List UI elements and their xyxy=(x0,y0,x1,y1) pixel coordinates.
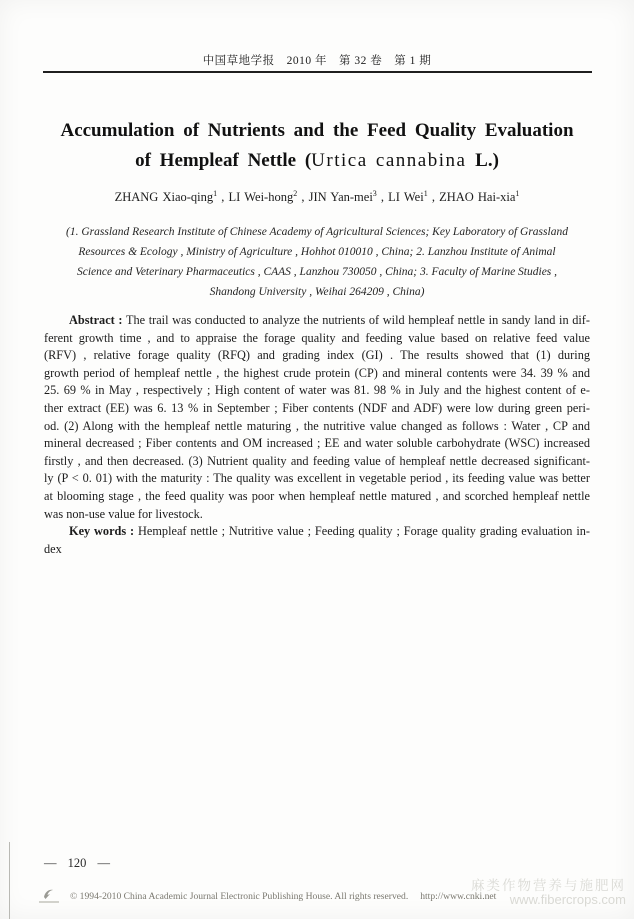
paper-title-line2-suffix: L.) xyxy=(466,150,499,171)
abstract-line: was non-use value for livestock. xyxy=(44,506,203,521)
abstract-line: ly (P < 0. 01) with the maturity : The quality was excellent in vegetable period , its feeding value was better xyxy=(44,471,590,486)
affiliation-block xyxy=(44,222,590,302)
keywords-first-line xyxy=(44,523,590,541)
abstract-line: mineral decreased ; Fiber contents and OM increased ; EE and water soluble carbohydrate (WSC) increased xyxy=(44,436,590,451)
header-rule xyxy=(43,71,592,73)
footer-bar xyxy=(36,886,628,906)
abstract-line: 25. 69 % in May , respectively ; High content of water was 81. 98 % in July and the highest content of e- xyxy=(44,383,590,398)
author xyxy=(115,190,218,204)
scan-edge-artifact xyxy=(9,842,10,919)
author-affiliation-superscript: 1 xyxy=(423,189,428,198)
author-name: LI Wei-hong xyxy=(228,190,294,205)
keywords-label: Key words : xyxy=(69,524,135,539)
affiliation-line: Shandong University , Weihai 264209 , China) xyxy=(209,286,425,298)
abstract-line: ther extract (EE) was 6. 13 % in September ; Fiber contents (NDF and ADF) were low during green peri- xyxy=(44,400,590,415)
author-separator: , xyxy=(301,190,309,205)
author xyxy=(301,190,376,204)
page-number: — 120 — xyxy=(44,856,110,870)
abstract-label: Abstract : xyxy=(69,313,123,327)
abstract-line: od. (2) Along with the hempleaf nettle maturing , the nutritive value changed as follows : Water , CP and xyxy=(44,418,590,433)
author-list xyxy=(30,189,604,205)
affiliation-line: Science and Veterinary Pharmaceutics , CAAS , Lanzhou 730050 , China; 3. Faculty of Marine Studies , xyxy=(76,266,558,278)
author-affiliation-superscript: 1 xyxy=(515,189,520,198)
abstract-line: firstly , and then decreased. (3) Nutrient quality and feeding value of hempleaf nettle decreased significant- xyxy=(44,453,590,468)
paper-title-line2-prefix: of Hempleaf Nettle ( xyxy=(135,150,312,171)
abstract-body xyxy=(44,330,590,524)
journal-header: 中国草地学报 2010 年 第 32 卷 第 1 期 xyxy=(202,55,432,67)
paper-title-species: Urtica cannabina xyxy=(311,150,467,171)
author-affiliation-superscript: 1 xyxy=(213,189,218,198)
author xyxy=(432,190,520,204)
author-separator: , xyxy=(221,190,229,205)
copyright-text: © 1994-2010 China Academic Journal Electronic Publishing House. All rights reserved. xyxy=(70,890,409,902)
affiliation-line: Resources & Ecology , Ministry of Agriculture , Hohhot 010010 , China; 2. Lanzhou Institute of Animal xyxy=(78,246,556,258)
keywords-last-line: dex xyxy=(44,541,62,556)
cnki-logo-icon xyxy=(36,886,62,906)
keywords-first-line-text: Hempleaf nettle ; Nutritive value ; Feeding quality ; Forage quality grading evaluation in- xyxy=(134,524,590,539)
affiliation-line: (1. Grassland Research Institute of Chinese Academy of Agricultural Sciences; Key Laboratory of Grassland xyxy=(66,226,568,238)
author xyxy=(221,190,297,204)
paper-title xyxy=(30,116,604,176)
abstract-line: ferent growth time , and to appraise the forage quality and feeding value based on relative feed value xyxy=(44,330,590,345)
author-name: JIN Yan-mei xyxy=(308,190,373,205)
author-name: ZHANG Xiao-qing xyxy=(114,190,214,205)
author xyxy=(381,190,428,204)
author-name: LI Wei xyxy=(388,190,424,205)
abstract-first-line-text: The trail was conducted to analyze the nutrients of wild hempleaf nettle in sandy land in dif- xyxy=(122,313,590,327)
abstract-line: at blooming stage , the feed quality was poor when hempleaf nettle matured , and scorched hempleaf nettle xyxy=(44,488,590,503)
abstract-line: (RFV) , relative forage quality (RFQ) and grading index (GI) . The results showed that (1) during xyxy=(44,348,590,363)
abstract-line: growth period of hempleaf nettle , the highest crude protein (CP) and mineral contents were 34. 39 % and xyxy=(44,365,590,380)
author-separator: , xyxy=(431,190,440,205)
abstract-first-line xyxy=(44,312,590,330)
publisher-url: http://www.cnki.net xyxy=(420,890,497,902)
author-affiliation-superscript: 3 xyxy=(372,189,377,198)
author-affiliation-superscript: 2 xyxy=(293,189,298,198)
paper-title-line1: Accumulation of Nutrients and the Feed Quality Evaluation xyxy=(60,120,574,141)
watermark-url-line: www.fibercrops.com xyxy=(509,892,626,907)
author-name: ZHAO Hai-xia xyxy=(439,190,516,205)
author-separator: , xyxy=(380,190,389,205)
abstract-section xyxy=(44,312,590,558)
watermark-chinese-line: 麻类作物营养与施肥网 xyxy=(471,878,626,893)
